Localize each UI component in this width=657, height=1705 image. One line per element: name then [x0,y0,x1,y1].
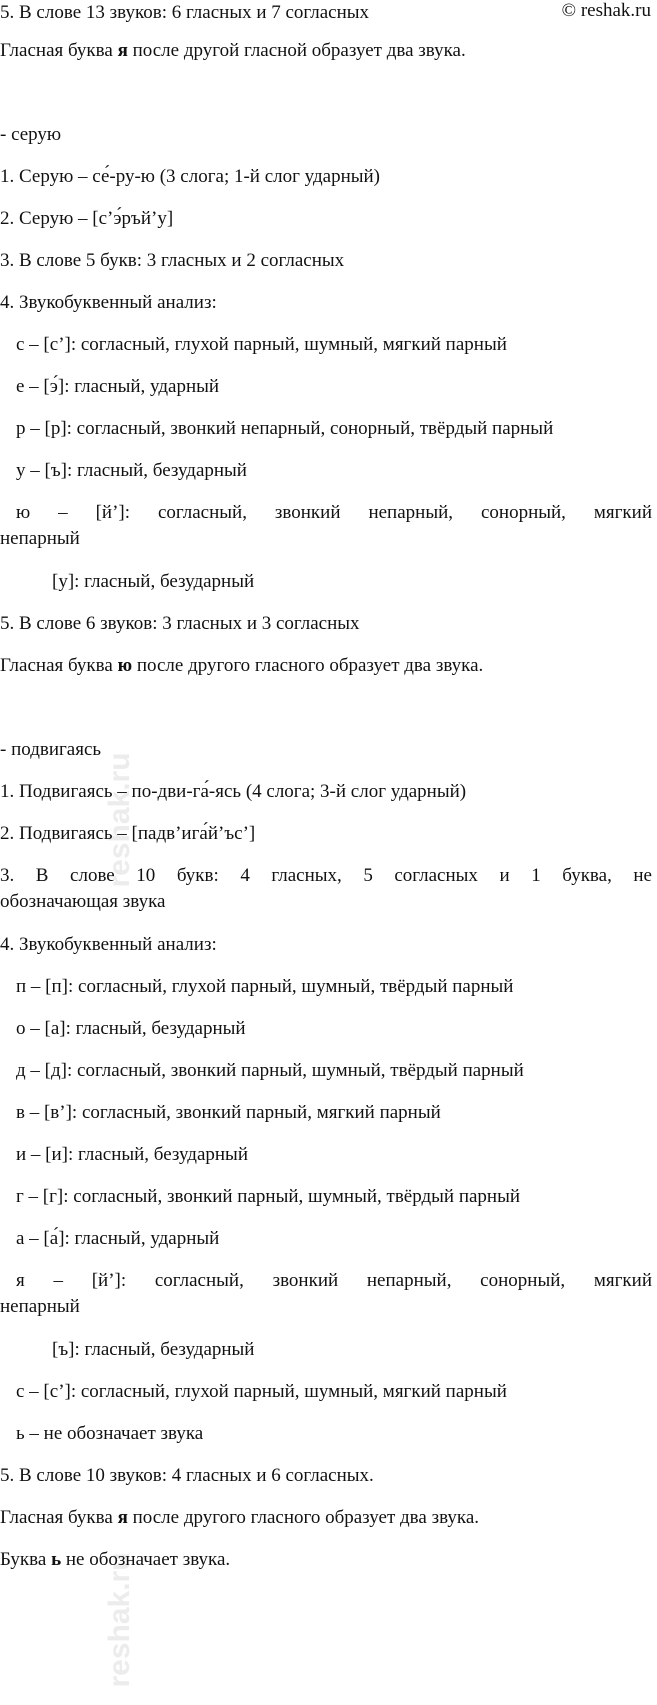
text-line: 3. В слове 5 букв: 3 гласных и 2 согласных [0,250,345,271]
analysis-item: в – [в’]: согласный, звонкий парный, мягкий парный [16,1102,441,1123]
analysis-item: [ъ]: гласный, безударный [52,1339,255,1360]
analysis-item: р – [р]: согласный, звонкий непарный, сонорный, твёрдый парный [16,418,554,439]
analysis-item: г – [г]: согласный, звонкий парный, шумный, твёрдый парный [16,1186,521,1207]
text-line: Гласная буква я после другой гласной образует два звука. [0,40,466,61]
text-line: Буква ь не обозначает звука. [0,1549,231,1570]
word-heading: - подвигаясь [0,739,102,760]
analysis-item: п – [п]: согласный, глухой парный, шумный, твёрдый парный [16,976,514,997]
analysis-item: [у]: гласный, безударный [52,571,255,592]
analysis-item-continuation: непарный [0,1296,80,1317]
text-line: 4. Звукобуквенный анализ: [0,292,217,313]
analysis-item: а – [а́]: гласный, ударный [16,1228,220,1249]
analysis-item: я – [й’]: согласный, звонкий непарный, сонорный, мягкий [16,1270,652,1291]
site-brand: © reshak.ru [561,0,651,21]
watermark-text: reshak.ru [103,752,136,888]
text-line: 1. Серую – се́-ру-ю (3 слога; 1-й слог ударный) [0,166,381,187]
analysis-item: с – [с’]: согласный, глухой парный, шумный, мягкий парный [16,334,507,355]
text-line-continuation: обозначающая звука [0,891,166,912]
analysis-item: о – [а]: гласный, безударный [16,1018,246,1039]
text-line: 2. Подвигаясь – [падв’ига́й’ъс’] [0,823,256,844]
text-line: 4. Звукобуквенный анализ: [0,934,217,955]
text-line: Гласная буква я после другого гласного образует два звука. [0,1507,480,1528]
word-heading: - серую [0,124,62,145]
analysis-item: е – [э́]: гласный, ударный [16,376,220,397]
analysis-item: ю – [й’]: согласный, звонкий непарный, сонорный, мягкий [16,502,652,523]
text-line: 1. Подвигаясь – по-дви-га́-ясь (4 слога; 3-й слог ударный) [0,781,467,802]
analysis-item-continuation: непарный [0,528,80,549]
analysis-item: и – [и]: гласный, безударный [16,1144,248,1165]
text-line: 2. Серую – [с’э́ръй’у] [0,208,174,229]
analysis-item: д – [д]: согласный, звонкий парный, шумный, твёрдый парный [16,1060,524,1081]
analysis-item: у – [ъ]: гласный, безударный [16,460,247,481]
text-line: 5. В слове 10 звуков: 4 гласных и 6 согласных. [0,1465,374,1486]
analysis-item: с – [с’]: согласный, глухой парный, шумный, мягкий парный [16,1381,507,1402]
text-line: Гласная буква ю после другого гласного образует два звука. [0,655,484,676]
text-line: 3. В слове 10 букв: 4 гласных, 5 согласных и 1 буква, не [0,865,652,886]
text-line: 5. В слове 6 звуков: 3 гласных и 3 согласных [0,613,360,634]
text-line: 5. В слове 13 звуков: 6 гласных и 7 согласных [0,2,370,23]
watermark-text: reshak.ru [103,1552,136,1688]
analysis-item: ь – не обозначает звука [16,1423,204,1444]
